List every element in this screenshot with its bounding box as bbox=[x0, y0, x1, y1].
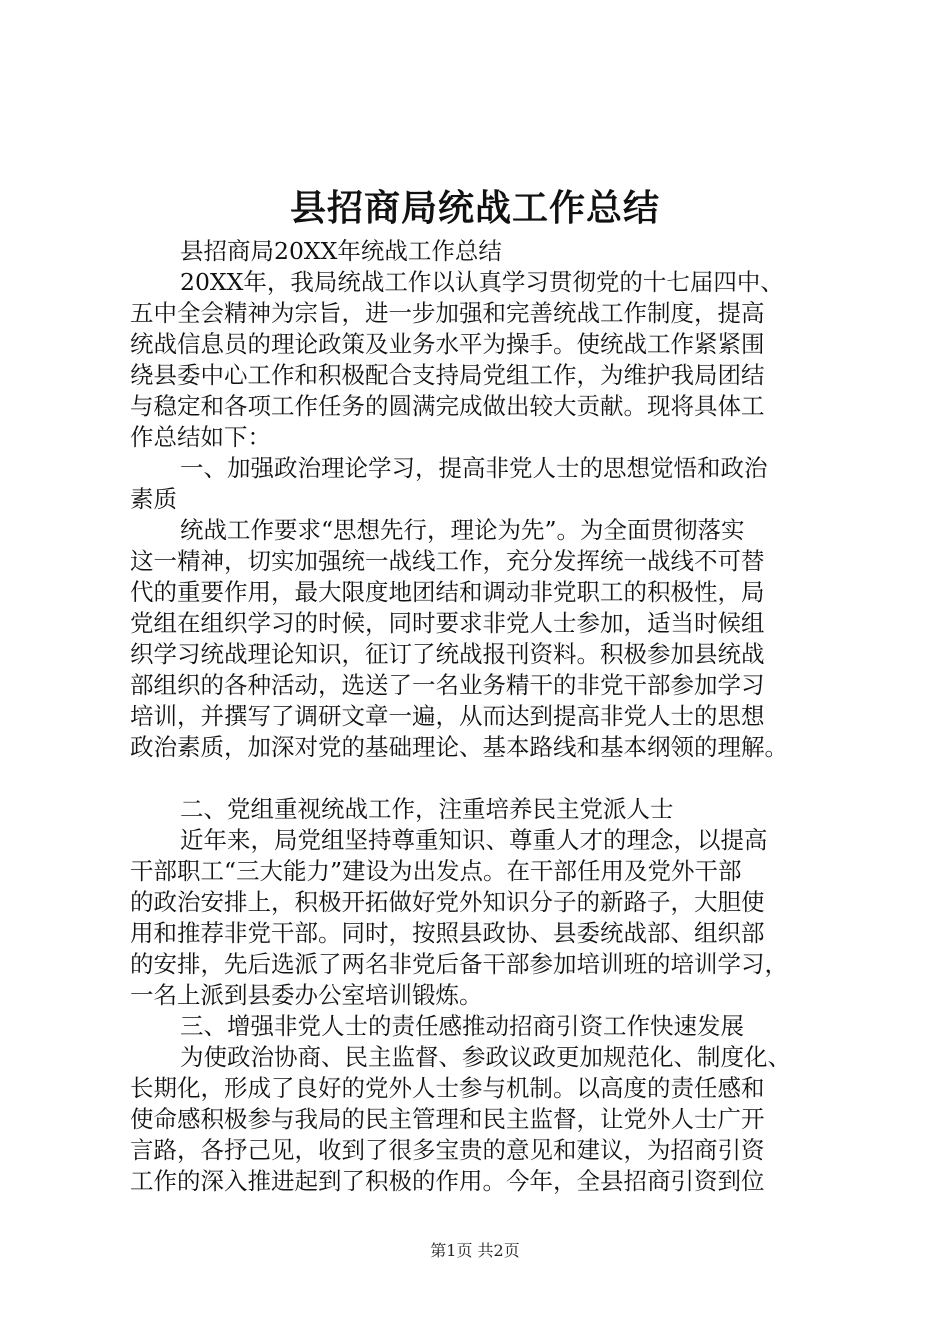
page-number-footer: 第1页 共2页 bbox=[430, 1241, 520, 1260]
paragraph-line: 干部职工“三大能力”建设为出发点。在干部任用及党外干部 bbox=[130, 857, 742, 885]
section-heading-line: 三、增强非党人士的责任感推动招商引资工作快速发展 bbox=[180, 1012, 744, 1040]
section-heading-line: 二、党组重视统战工作，注重培养民主党派人士 bbox=[180, 795, 674, 823]
paragraph-line: 党组在组织学习的时候，同时要求非党人士参加，适当时候组 bbox=[130, 609, 765, 637]
paragraph-line: 的政治安排上，积极开拓做好党外知识分子的新路子，大胆使 bbox=[130, 888, 765, 916]
paragraph-line: 织学习统战理论知识，征订了统战报刊资料。积极参加县统战 bbox=[130, 640, 765, 668]
document-title: 县招商局统战工作总结 bbox=[289, 187, 660, 229]
paragraph-line: 培训，并撰写了调研文章一遍，从而达到提高非党人士的思想 bbox=[130, 702, 765, 730]
paragraph-line: 统战工作要求“思想先行，理论为先”。为全面贯彻落实 bbox=[180, 516, 745, 544]
paragraph-line: 与稳定和各项工作任务的圆满完成做出较大贡献。现将具体工 bbox=[130, 392, 765, 420]
paragraph-line: 一名上派到县委办公室培训锻炼。 bbox=[130, 981, 483, 1009]
paragraph-line: 近年来，局党组坚持尊重知识、尊重人才的理念，以提高 bbox=[180, 826, 768, 854]
paragraph-line: 用和推荐非党干部。同时，按照县政协、县委统战部、组织部 bbox=[130, 919, 765, 947]
paragraph-line: 长期化，形成了良好的党外人士参与机制。以高度的责任感和 bbox=[130, 1074, 765, 1102]
paragraph-line: 代的重要作用，最大限度地团结和调动非党职工的积极性，局 bbox=[130, 578, 765, 606]
subtitle-line: 县招商局20XX年统战工作总结 bbox=[180, 237, 502, 265]
paragraph-line: 的安排，先后选派了两名非党后备干部参加培训班的培训学习， bbox=[130, 950, 788, 978]
paragraph-line: 部组织的各种活动，选送了一名业务精干的非党干部参加学习 bbox=[130, 671, 765, 699]
section-heading-line: 一、加强政治理论学习，提高非党人士的思想觉悟和政治 bbox=[180, 454, 768, 482]
paragraph-line: 为使政治协商、民主监督、参政议政更加规范化、制度化、 bbox=[180, 1043, 791, 1071]
paragraph-line: 政治素质，加深对党的基础理论、基本路线和基本纲领的理解。 bbox=[130, 733, 788, 761]
blank-line bbox=[130, 763, 836, 794]
paragraph-line: 这一精神，切实加强统一战线工作，充分发挥统一战线不可替 bbox=[130, 547, 765, 575]
paragraph-line: 作总结如下： bbox=[130, 423, 271, 451]
paragraph-line: 20XX年，我局统战工作以认真学习贯彻党的十七届四中、 bbox=[180, 268, 784, 296]
paragraph-line: 言路，各抒己见，收到了很多宝贵的意见和建议，为招商引资 bbox=[130, 1136, 765, 1164]
paragraph-line: 绕县委中心工作和积极配合支持局党组工作，为维护我局团结 bbox=[130, 361, 765, 389]
paragraph-line: 五中全会精神为宗旨，进一步加强和完善统战工作制度，提高 bbox=[130, 299, 765, 327]
document-body bbox=[130, 236, 836, 1197]
paragraph-line: 使命感积极参与我局的民主管理和民主监督，让党外人士广开 bbox=[130, 1105, 765, 1133]
paragraph-line: 工作的深入推进起到了积极的作用。今年，全县招商引资到位 bbox=[130, 1167, 765, 1195]
paragraph-line: 统战信息员的理论政策及业务水平为操手。使统战工作紧紧围 bbox=[130, 330, 765, 358]
section-heading-line: 素质 bbox=[130, 485, 177, 513]
